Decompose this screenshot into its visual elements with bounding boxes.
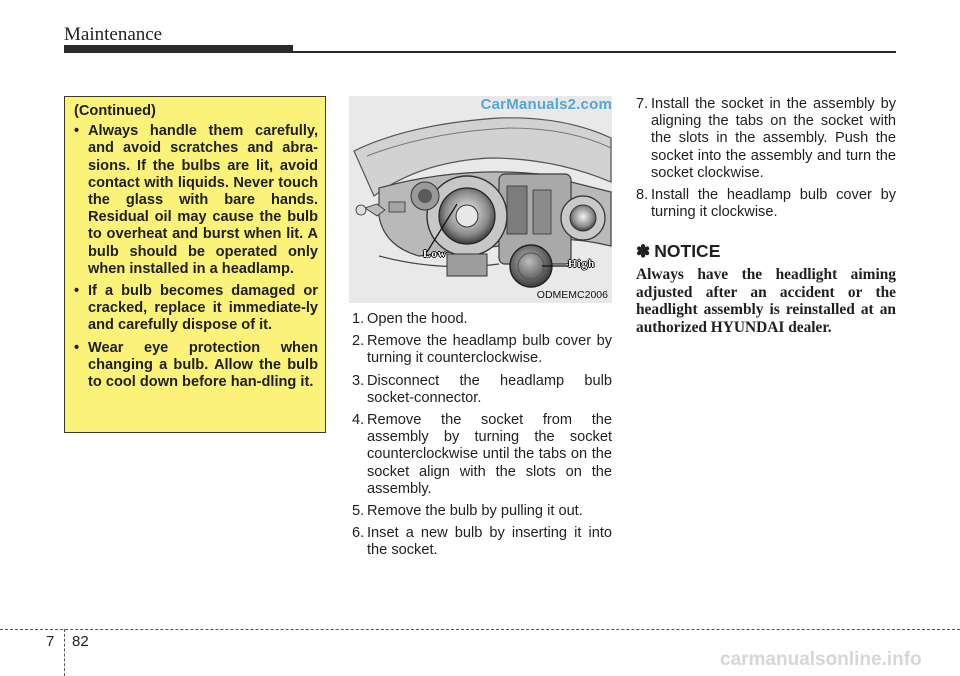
caution-item: • Always handle them carefully, and avoid scratches and abra-sions. If the bulbs are lit, avoid contact with liquids. Never touch the glass with bare hands. Residual oil may cause the bulb to overheat and burst when lit. A bulb should be operated only when installed in a headlamp. (74, 123, 318, 278)
chapter-number: 7 (46, 633, 55, 650)
notice-heading (636, 241, 720, 262)
procedure-steps-left (352, 311, 612, 565)
procedure-step (636, 96, 896, 182)
procedure-step (352, 412, 612, 498)
caution-list (74, 123, 318, 391)
low-beam-label: Low (423, 248, 447, 260)
step-number: 8. (636, 187, 649, 204)
step-text: Install the headlamp bulb cover by turning it clockwise. (651, 187, 896, 221)
step-text: Open the hood. (367, 311, 468, 327)
step-text: Install the socket in the assembly by aligning the tabs on the socket with the slots in the assembly. Push the socket into the assembly and turn the socket clockwise. (651, 96, 896, 181)
caution-box (64, 96, 326, 433)
step-number: 4. (352, 412, 365, 429)
footer-watermark: carmanualsonline.info (720, 649, 922, 670)
page-header-title: Maintenance (64, 24, 163, 45)
headlamp-illustration (349, 96, 612, 303)
caution-item: • Wear eye protection when changing a bulb. Allow the bulb to cool down before han-dling it. (74, 340, 318, 392)
step-number: 3. (352, 372, 365, 389)
step-number: 2. (352, 333, 365, 350)
high-beam-label: High (568, 258, 596, 270)
figure-code: ODMEMC2006 (536, 289, 608, 301)
procedure-step (352, 311, 612, 328)
procedure-step (636, 187, 896, 221)
footer-rule (0, 629, 960, 630)
procedure-step (352, 503, 612, 520)
headlamp-assembly-drawing (349, 96, 612, 303)
procedure-steps-right (636, 96, 896, 226)
step-number: 5. (352, 503, 365, 520)
caution-heading: (Continued) (74, 103, 156, 119)
procedure-step (352, 525, 612, 559)
step-text: Remove the bulb by pulling it out. (367, 503, 583, 520)
page-number: 82 (72, 633, 89, 650)
figure-watermark: CarManuals2.com (480, 96, 612, 113)
notice-title-text: NOTICE (654, 241, 721, 261)
procedure-step (352, 373, 612, 407)
footer-divider (64, 629, 65, 676)
notice-star-icon: ✽ (636, 242, 651, 261)
step-text: Disconnect the headlamp bulb socket-connector. (367, 372, 612, 406)
step-text: Inset a new bulb by inserting it into the socket. (367, 525, 612, 559)
step-number: 1. (352, 311, 365, 327)
step-number: 7. (636, 96, 649, 112)
procedure-step (352, 333, 612, 367)
caution-item: • If a bulb becomes damaged or cracked, replace it immediate-ly and carefully dispose of it. (74, 283, 318, 335)
header-rule (64, 51, 896, 53)
step-text: Remove the socket from the assembly by turning the socket counterclockwise until the tabs on the socket align with the slots on the assembly. (367, 412, 612, 497)
step-text: Remove the headlamp bulb cover by turning it counterclockwise. (367, 333, 612, 367)
step-number: 6. (352, 525, 365, 542)
notice-body: Always have the headlight aiming adjusted after an accident or the headlight assembly is reinstalled at an authorized HYUNDAI dealer. (636, 266, 896, 336)
